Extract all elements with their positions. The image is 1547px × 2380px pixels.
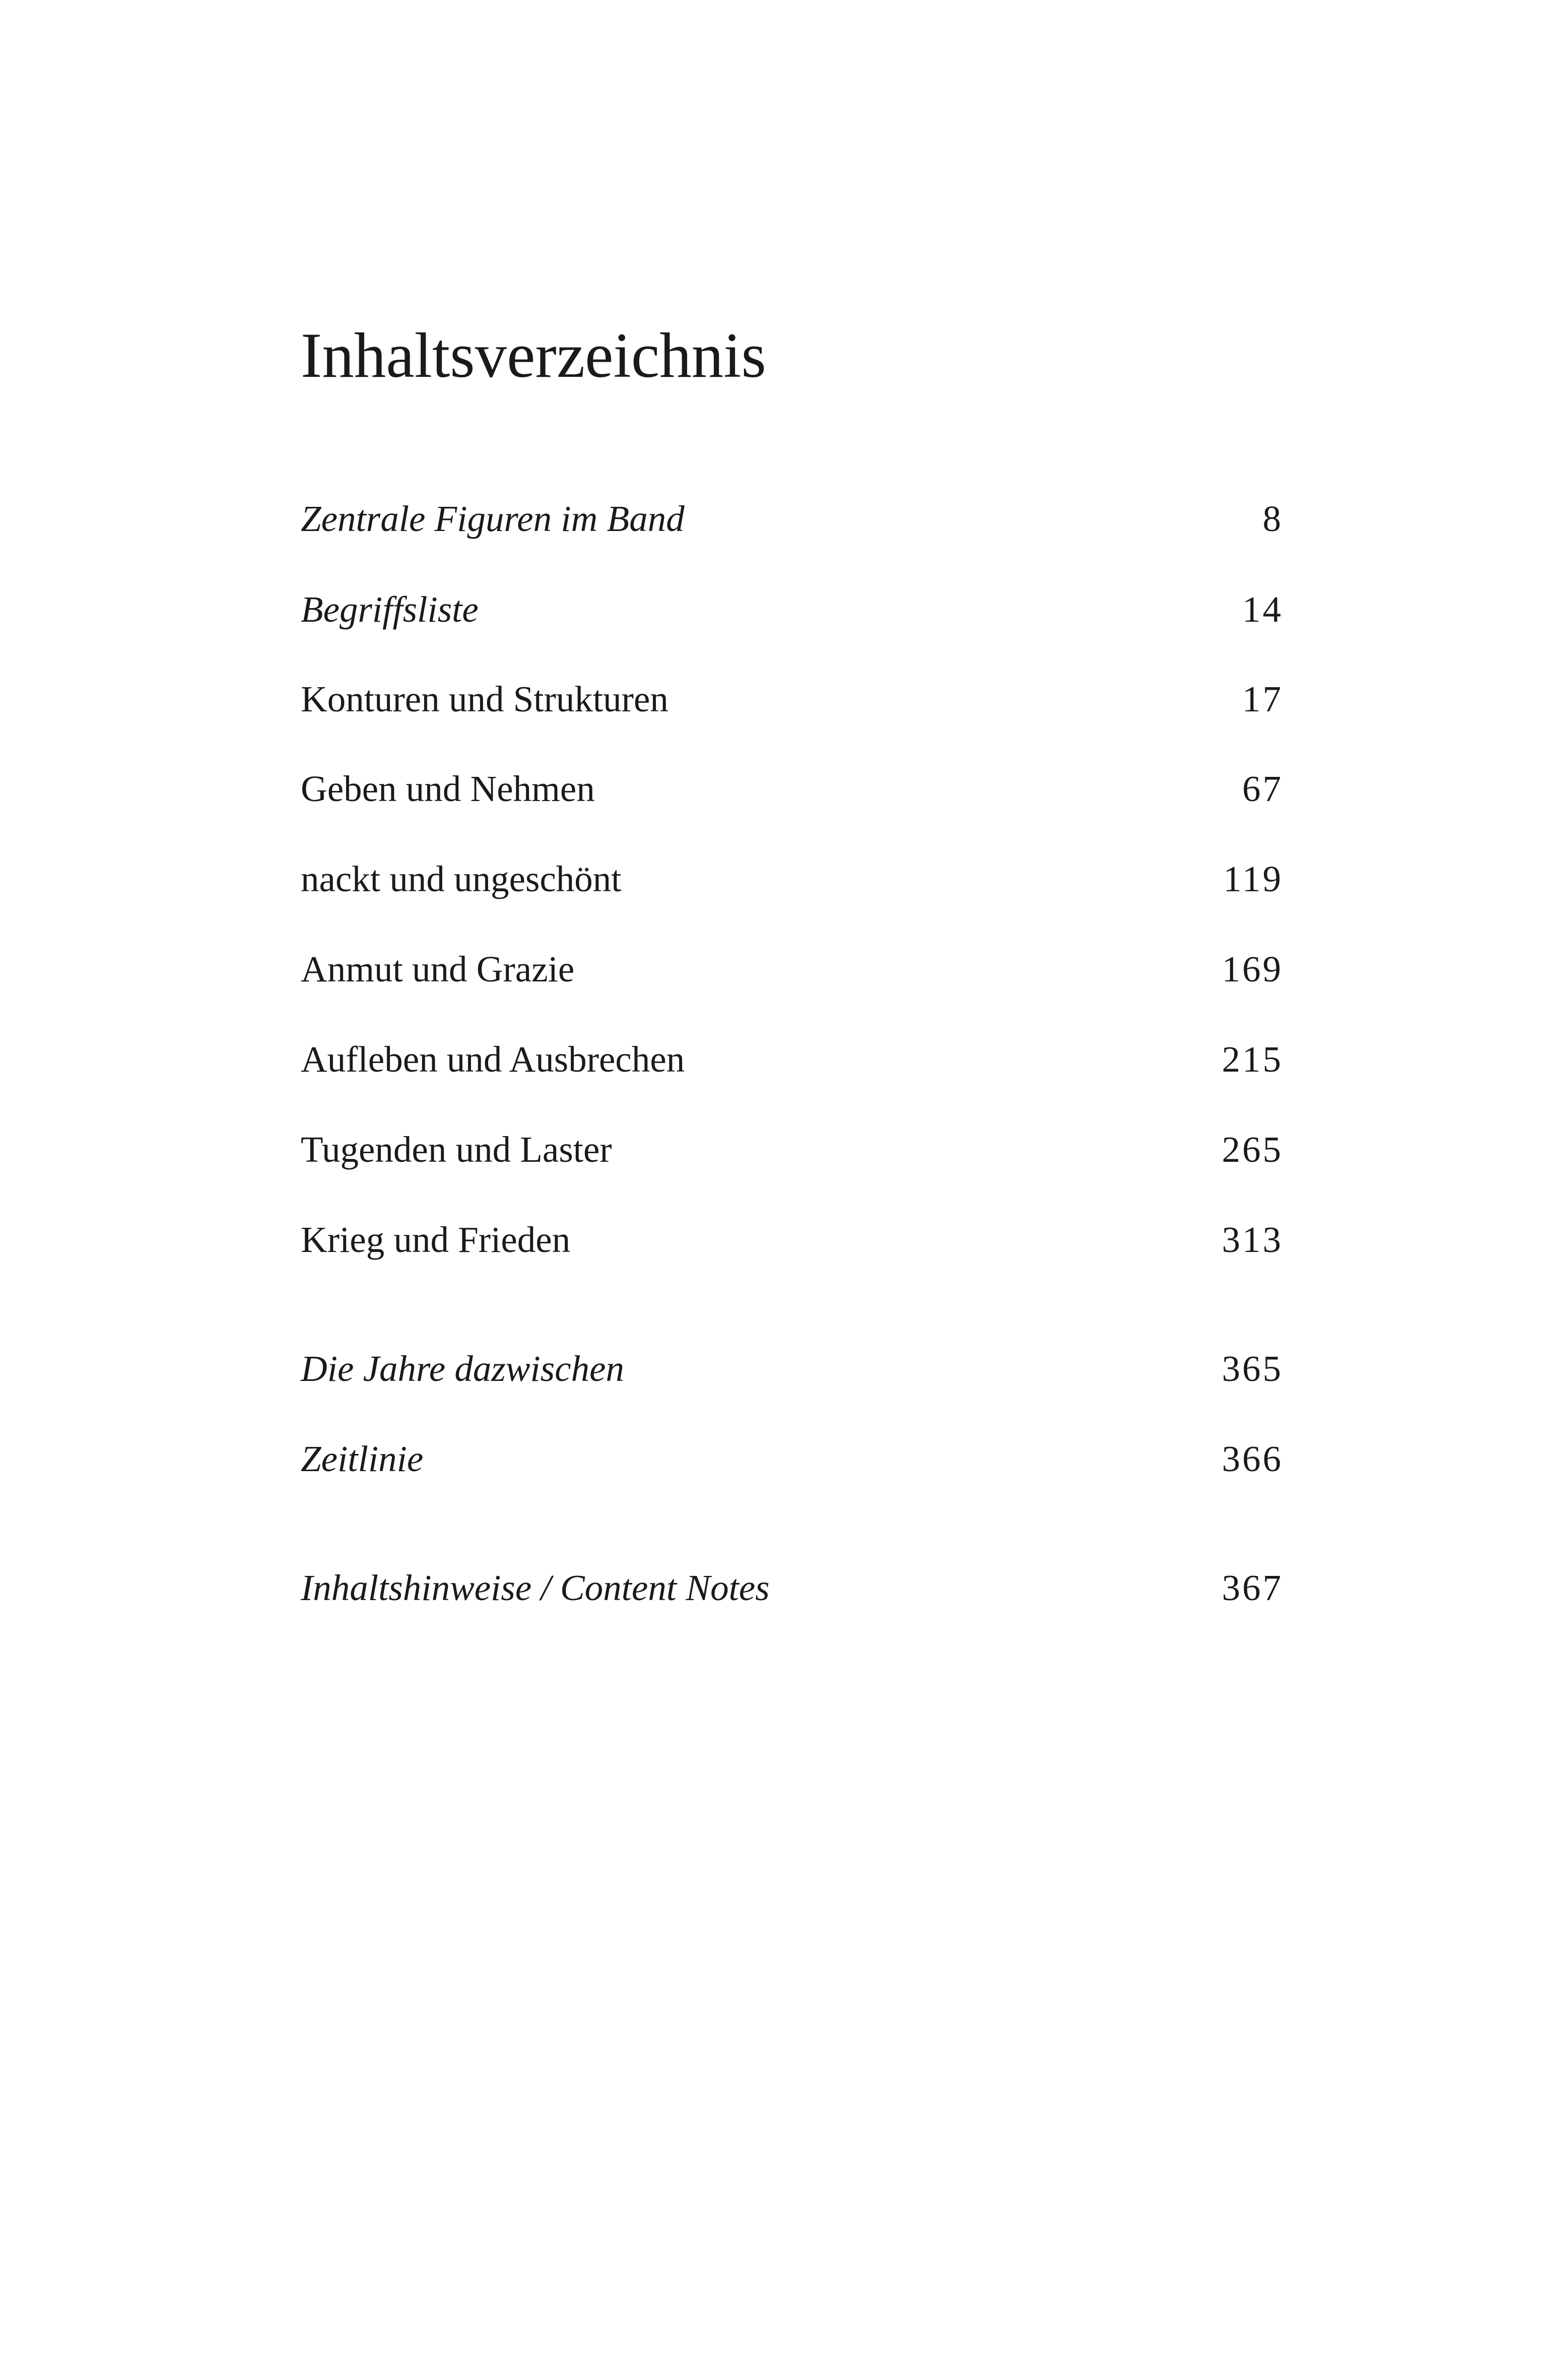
- toc-entry: [301, 939, 1283, 1000]
- toc-entry-title: Zentrale Figuren im Band: [301, 498, 685, 539]
- toc-entry-title: Aufleben und Ausbrechen: [301, 1039, 685, 1080]
- toc-entry-page: 215: [1222, 1039, 1283, 1080]
- toc-entry: [301, 579, 1283, 640]
- toc-entry: [301, 1029, 1283, 1090]
- toc-entry-page: 313: [1222, 1219, 1283, 1260]
- toc-entry-title: Anmut und Grazie: [301, 949, 575, 989]
- toc-entry-page: 169: [1222, 949, 1283, 989]
- toc-entry: [301, 759, 1283, 819]
- toc-entry-title: Begriffsliste: [301, 589, 479, 630]
- toc-entry-title: Konturen und Strukturen: [301, 679, 668, 719]
- toc-entry-title: Die Jahre dazwischen: [301, 1348, 624, 1389]
- toc-entry-title: Zeitlinie: [301, 1438, 424, 1479]
- toc-entry-page: 8: [1262, 498, 1283, 539]
- toc-entry-title: Krieg und Frieden: [301, 1219, 571, 1260]
- toc-entry: [301, 1339, 1283, 1399]
- toc-entry: [301, 849, 1283, 909]
- toc-entry-page: 365: [1222, 1348, 1283, 1389]
- toc-entry: [301, 1558, 1283, 1618]
- toc-entry-title: Tugenden und Laster: [301, 1129, 612, 1170]
- toc-entry-page: 17: [1242, 679, 1283, 719]
- toc-entry-page: 367: [1222, 1567, 1283, 1608]
- toc-entry: [301, 669, 1283, 730]
- toc-entry-title: Inhaltshinweise / Content Notes: [301, 1567, 770, 1608]
- toc-entry-title: nackt und ungeschönt: [301, 858, 622, 899]
- toc-entry: [301, 1210, 1283, 1270]
- toc-entry-page: 14: [1242, 589, 1283, 630]
- page-title: Inhaltsverzeichnis: [301, 320, 766, 391]
- toc-entry: [301, 1119, 1283, 1180]
- toc-entry-page: 67: [1242, 768, 1283, 809]
- toc-entry-page: 119: [1223, 858, 1283, 899]
- toc-entry: [301, 489, 1283, 549]
- toc-entry-page: 366: [1222, 1438, 1283, 1479]
- toc-entry-page: 265: [1222, 1129, 1283, 1170]
- toc-entry-title: Geben und Nehmen: [301, 768, 595, 809]
- toc-entry: [301, 1429, 1283, 1489]
